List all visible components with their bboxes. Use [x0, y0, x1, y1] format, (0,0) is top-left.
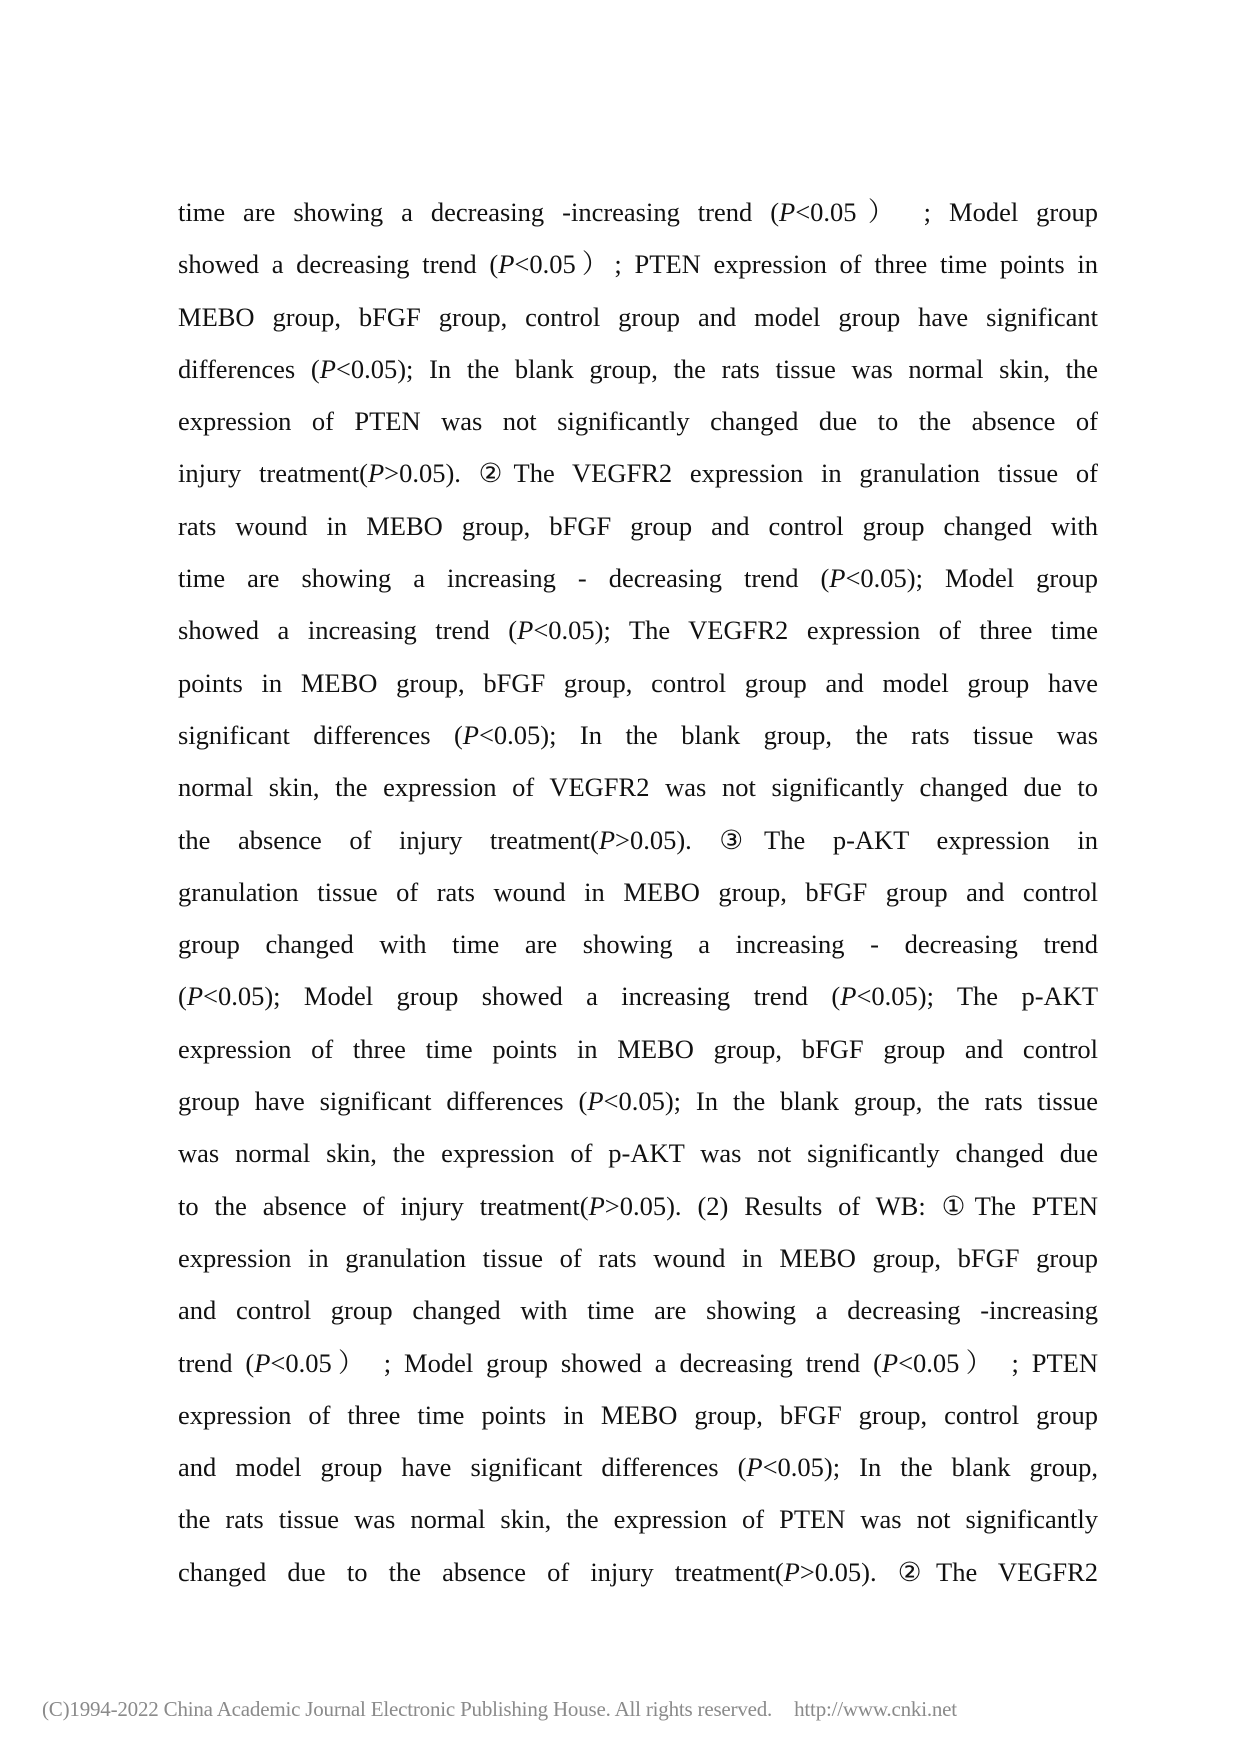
- text-line: group changed with time are showing a increasing - decreasing trend: [178, 929, 1098, 960]
- text-line: (P<0.05); Model group showed a increasing trend (P<0.05); The p-AKT: [178, 981, 1099, 1012]
- text-line: showed a decreasing trend (P<0.05）; PTEN expression of three time points in: [178, 249, 1099, 280]
- text-line: expression in granulation tissue of rats wound in MEBO group, bFGF group: [178, 1242, 1098, 1273]
- text-line: the absence of injury treatment(P>0.05). ③The p-AKT expression in: [178, 824, 1098, 855]
- text-line: time are showing a decreasing -increasing trend (P<0.05） ; Model group: [178, 197, 1098, 227]
- text-line: significant differences (P<0.05); In the blank group, the rats tissue was: [178, 719, 1099, 750]
- text-line: group have significant differences (P<0.05); In the blank group, the rats tissue: [178, 1086, 1098, 1117]
- text-line: expression of three time points in MEBO group, bFGF group and control: [178, 1033, 1098, 1064]
- text-line: granulation tissue of rats wound in MEBO group, bFGF group and control: [178, 876, 1098, 907]
- text-line: trend (P<0.05） ; Model group showed a decreasing trend (P<0.05） ; PTEN: [178, 1347, 1098, 1378]
- text-line: time are showing a increasing - decreasing trend (P<0.05); Model group: [178, 563, 1098, 594]
- text-line: the rats tissue was normal skin, the expression of PTEN was not significantly: [178, 1504, 1098, 1535]
- text-line: injury treatment(P>0.05). ②The VEGFR2 expression in granulation tissue of: [178, 458, 1099, 489]
- body-paragraph: [178, 186, 1098, 1598]
- text-line: and model group have significant differences (P<0.05); In the blank group,: [178, 1452, 1098, 1483]
- text-line: to the absence of injury treatment(P>0.05). (2) Results of WB: ①The PTEN: [178, 1190, 1098, 1221]
- text-line: normal skin, the expression of VEGFR2 was not significantly changed due to: [178, 772, 1098, 803]
- text-line: expression of PTEN was not significantly changed due to the absence of: [178, 406, 1098, 437]
- text-line: was normal skin, the expression of p-AKT was not significantly changed due: [178, 1138, 1098, 1169]
- copyright-notice: (C)1994-2022 China Academic Journal Electronic Publishing House. All rights reserved.: [42, 1697, 773, 1721]
- text-line: showed a increasing trend (P<0.05); The VEGFR2 expression of three time: [178, 615, 1098, 646]
- text-line: MEBO group, bFGF group, control group and model group have significant: [178, 301, 1098, 332]
- text-line: expression of three time points in MEBO group, bFGF group, control group: [178, 1399, 1098, 1430]
- text-line: differences (P<0.05); In the blank group, the rats tissue was normal skin, the: [178, 353, 1098, 384]
- footer-url: http://www.cnki.net: [794, 1697, 957, 1721]
- copyright-footer: [42, 1697, 1202, 1722]
- text-line: changed due to the absence of injury treatment(P>0.05). ②The VEGFR2: [178, 1556, 1098, 1587]
- text-line: points in MEBO group, bFGF group, control group and model group have: [178, 667, 1098, 698]
- text-line: and control group changed with time are showing a decreasing -increasing: [178, 1295, 1098, 1326]
- text-line: rats wound in MEBO group, bFGF group and control group changed with: [178, 510, 1098, 541]
